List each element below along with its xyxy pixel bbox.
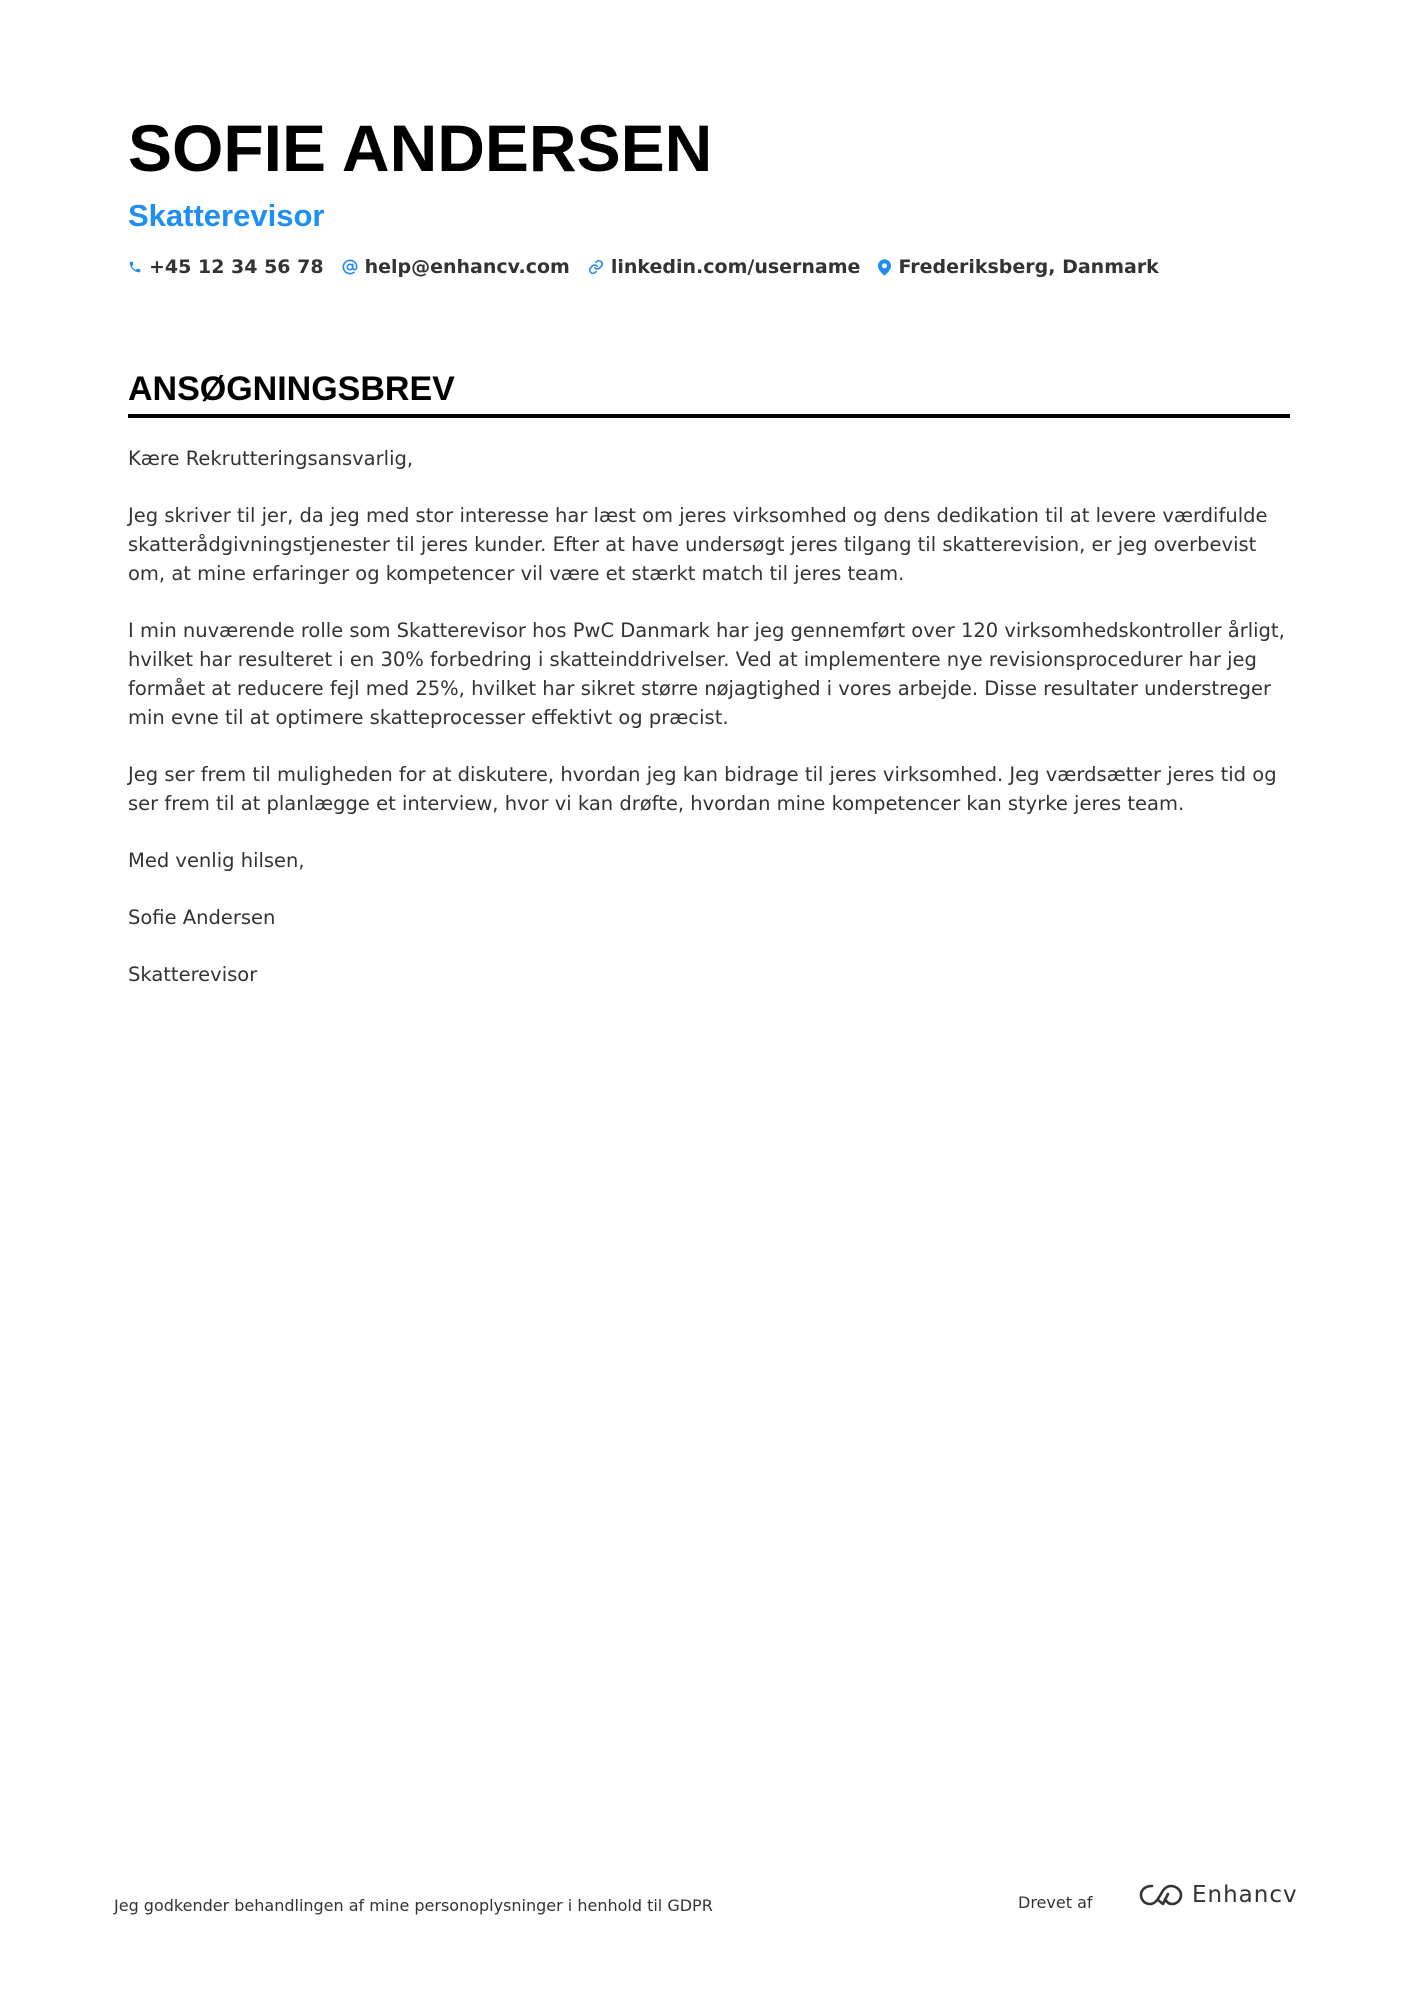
closing: Med venlig hilsen, <box>128 849 305 872</box>
paragraph-intro: Jeg skriver til jer, da jeg med stor interesse har læst om jeres virksomhed og dens dedikation til at levere værdifulde skatterådgivningstjenester til jeres kunder. Efter at have undersøgt jeres tilgang til skatterevision, er jeg overbevist om, at mine erfaringer og kompetencer vil være et stærkt match til jeres team. <box>128 504 1268 585</box>
applicant-name: SOFIE ANDERSEN <box>128 111 713 185</box>
phone-icon <box>128 259 142 275</box>
signature-title: Skatterevisor <box>128 963 258 986</box>
location-pin-icon <box>878 259 891 276</box>
section-title: ANSØGNINGSBREV <box>128 368 1290 418</box>
cover-letter-section <box>128 368 1290 1017</box>
contact-email[interactable] <box>342 256 570 278</box>
phone-text: +45 12 34 56 78 <box>149 256 324 278</box>
greeting: Kære Rekrutteringsansvarlig, <box>128 447 414 470</box>
contact-bar <box>128 256 1288 278</box>
signature-name: Sofie Andersen <box>128 906 276 929</box>
enhancv-logo[interactable] <box>1138 1882 1298 1908</box>
linkedin-text: linkedin.com/username <box>610 256 861 278</box>
job-title: Skatterevisor <box>128 198 325 233</box>
email-text: help@enhancv.com <box>364 256 570 278</box>
powered-by-label: Drevet af <box>1018 1893 1093 1912</box>
gdpr-consent: Jeg godkender behandlingen af mine personoplysninger i henhold til GDPR <box>114 1896 713 1915</box>
contact-linkedin[interactable] <box>588 256 861 278</box>
contact-location <box>878 256 1158 278</box>
link-icon <box>588 259 604 275</box>
contact-phone[interactable] <box>128 256 324 278</box>
enhancv-brand-name: Enhancv <box>1192 1882 1298 1908</box>
at-sign-icon <box>342 259 358 275</box>
paragraph-closing: Jeg ser frem til muligheden for at diskutere, hvordan jeg kan bidrage til jeres virksomhed. Jeg værdsætter jeres tid og ser frem til at planlægge et interview, hvor vi kan drøfte, hvordan mine kompetencer kan styrke jeres team. <box>128 763 1277 815</box>
location-text: Frederiksberg, Danmark <box>898 256 1159 278</box>
letter-body <box>128 444 1290 989</box>
header <box>128 108 1288 278</box>
enhancv-logo-icon <box>1138 1882 1184 1908</box>
paragraph-experience: I min nuværende rolle som Skatterevisor hos PwC Danmark har jeg gennemført over 120 virksomhedskontroller årligt, hvilket har resulteret i en 30% forbedring i skatteinddrivelser. Ved at implementere nye revisionsprocedurer har jeg formået at reducere fejl med 25%, hvilket har sikret større nøjagtighed i vores arbejde. Disse resultater understreger min evne til at optimere skatteprocesser effektivt og præcist. <box>128 619 1285 729</box>
